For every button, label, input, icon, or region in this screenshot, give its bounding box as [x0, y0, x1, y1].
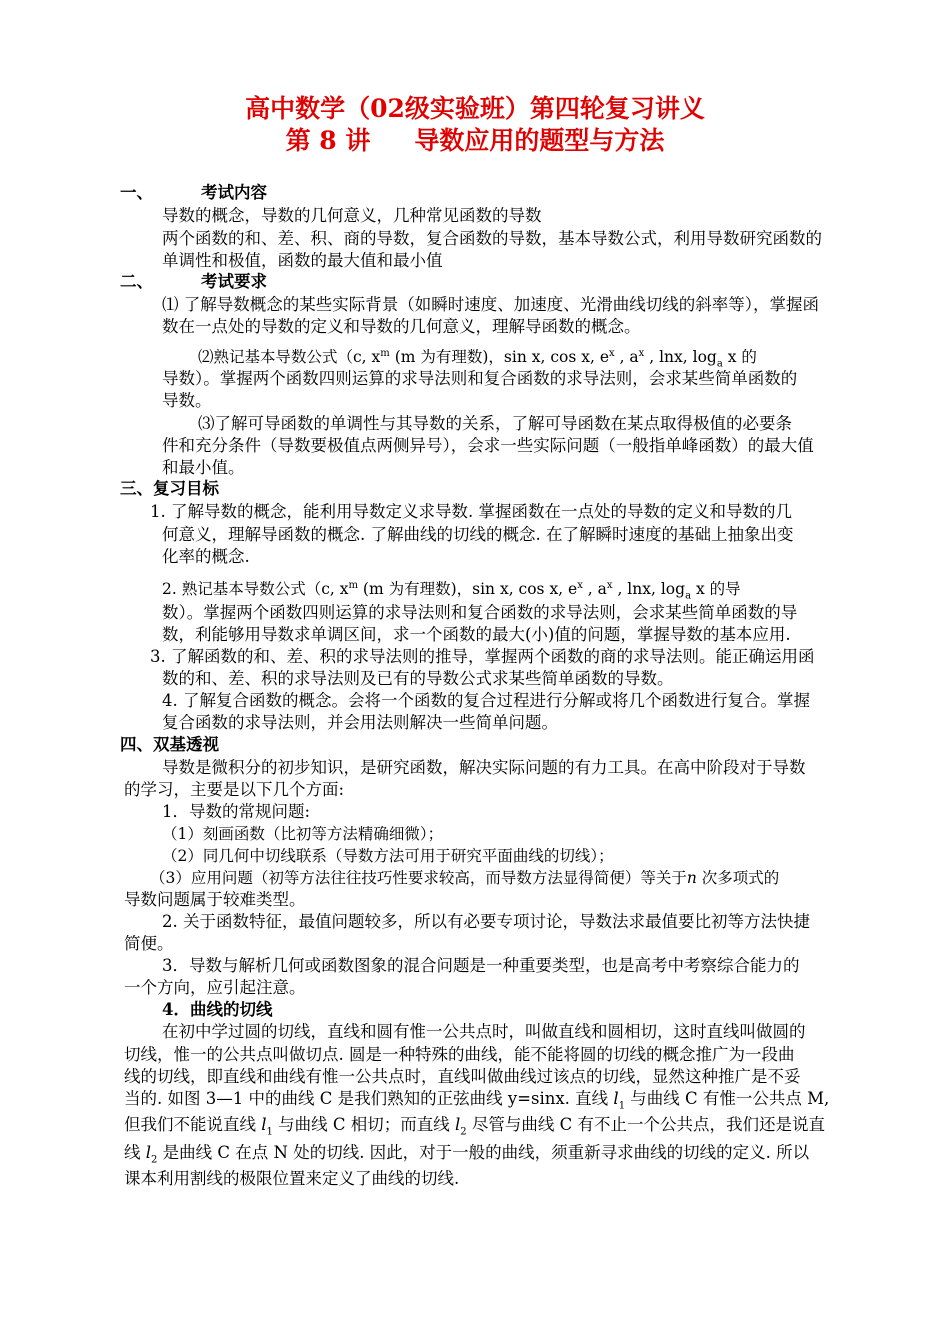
basics-point-1c: （3）应用问题（初等方法往往技巧性要求较高，而导数方法显得简便）等关于n 次多项式的	[150, 869, 780, 887]
basics-point-2-line: 2. 关于函数特征，最值问题较多，所以有必要专项讨论，导数法求最值要比初等方法快捷	[162, 912, 810, 931]
goal-1-line: 化率的概念.	[162, 547, 250, 566]
lecture-number: 第 8 讲	[285, 126, 371, 155]
tangent-paragraph-line: 课本利用割线的极限位置来定义了曲线的切线.	[124, 1169, 460, 1188]
basics-point-1b: （2）同几何中切线联系（导数方法可用于研究平面曲线的切线）；	[162, 847, 614, 865]
basics-point-4-heading: 4．曲线的切线	[162, 1000, 273, 1019]
basics-point-1a: （1）刻画函数（比初等方法精确细微）；	[162, 825, 444, 843]
exam-content-line: 两个函数的和、差、积、商的导数，复合函数的导数，基本导数公式，利用导数研究函数的	[162, 229, 822, 248]
basics-point-1: 1．导数的常规问题:	[162, 802, 311, 821]
requirement-2-line: 导数。	[162, 391, 212, 410]
goal-2-line: 数）。掌握两个函数四则运算的求导法则和复合函数的求导法则，会求某些简单函数的导	[162, 603, 798, 622]
basics-intro-line: 导数是微积分的初步知识，是研究函数，解决实际问题的有力工具。在高中阶段对于导数	[162, 758, 806, 777]
lecture-title	[0, 126, 950, 156]
goal-2-line: 数，利能够用导数求单调区间，求一个函数的最大(小)值的问题，掌握导数的基本应用.	[162, 625, 791, 644]
goal-2-formula-line: 2. 熟记基本导数公式（c, $x^m$ (m 为有理数)，sin x, cos x, $e^x$ , $a^x$ , lnx, $\log_a x$ 的导	[162, 580, 741, 602]
requirement-2-formula-line: ⑵熟记基本导数公式（c, $x^m$ (m 为有理数)，sin x, cos x, $e^x$ , $a^x$ , lnx, $\log_a x$ 的	[198, 348, 757, 370]
section-heading-exam-content	[120, 182, 267, 204]
section-title: 考试要求	[201, 272, 267, 291]
tangent-paragraph-line: 当的. 如图 3—1 中的曲线 C 是我们熟知的正弦曲线 y=sinx. 直线 $l_1$ 与曲线 C 有惟一公共点 M,	[124, 1089, 830, 1112]
requirement-3-line: 件和充分条件（导数要极值点两侧异号），会求一些实际问题（一般指单峰函数）的最大值	[162, 436, 814, 455]
requirement-1-line: ⑴ 了解导数概念的某些实际背景（如瞬时速度、加速度、光滑曲线切线的斜率等），掌握函	[162, 295, 819, 314]
basics-intro-line: 的学习，主要是以下几个方面:	[124, 780, 345, 799]
goal-1-line: 何意义，理解导函数的概念. 了解曲线的切线的概念. 在了解瞬时速度的基础上抽象出变	[162, 525, 794, 544]
goal-1-line: 1. 了解导数的概念，能利用导数定义求导数. 掌握函数在一点处的导数的定义和导数的几	[150, 502, 792, 521]
basics-point-2-line: 简便。	[124, 934, 174, 953]
section-heading-review-goals: 三、复习目标	[120, 479, 219, 498]
exam-content-line: 导数的概念，导数的几何意义，几种常见函数的导数	[162, 206, 542, 225]
tangent-paragraph-line: 但我们不能说直线 $l_1$ 与曲线 C 相切；而直线 $l_2$ 尽管与曲线 C 有不止一个公共点，我们还是说直	[124, 1115, 826, 1138]
requirement-2-line: 导数）。掌握两个函数四则运算的求导法则和复合函数的求导法则，会求某些简单函数的	[162, 369, 798, 388]
section-number: 一、	[120, 183, 153, 202]
section-number: 二、	[120, 272, 153, 291]
goal-4-line: 4. 了解复合函数的概念。会将一个函数的复合过程进行分解或将几个函数进行复合。掌握	[162, 691, 810, 710]
document-title: 高中数学（02级实验班）第四轮复习讲义	[245, 94, 705, 123]
basics-point-3-line: 3．导数与解析几何或函数图象的混合问题是一种重要类型，也是高考中考察综合能力的	[162, 956, 800, 975]
basics-point-1c-cont: 导数问题属于较难类型。	[124, 890, 306, 909]
requirement-1-line: 数在一点处的导数的定义和导数的几何意义，理解导函数的概念。	[162, 317, 641, 336]
tangent-paragraph-line: 线 $l_2$ 是曲线 C 在点 N 处的切线. 因此，对于一般的曲线，须重新寻求曲线的切线的定义. 所以	[124, 1143, 810, 1166]
tangent-paragraph-line: 切线，惟一的公共点叫做切点. 圆是一种特殊的曲线，能不能将圆的切线的概念推广为一段曲	[124, 1045, 795, 1064]
exam-content-line: 单调性和极值，函数的最大值和最小值	[162, 251, 443, 270]
goal-3-line: 数的和、差、积的求导法则及已有的导数公式求某些简单函数的导数。	[162, 669, 674, 688]
section-heading-exam-requirements	[120, 271, 267, 293]
lecture-topic: 导数应用的题型与方法	[414, 126, 665, 155]
requirement-3-line: ⑶了解可导函数的单调性与其导数的关系，了解可导函数在某点取得极值的必要条	[198, 414, 792, 433]
section-heading-basics: 四、双基透视	[120, 735, 219, 754]
requirement-3-line: 和最小值。	[162, 458, 245, 477]
tangent-paragraph-line: 在初中学过圆的切线，直线和圆有惟一公共点时，叫做直线和圆相切，这时直线叫做圆的	[162, 1022, 806, 1041]
tangent-paragraph-line: 线的切线，即直线和曲线有惟一公共点时，直线叫做曲线过该点的切线，显然这种推广是不妥	[124, 1067, 801, 1086]
goal-3-line: 3. 了解函数的和、差、积的求导法则的推导，掌握两个函数的商的求导法则。能正确运用函	[150, 647, 815, 666]
goal-4-line: 复合函数的求导法则，并会用法则解决一些简单问题。	[162, 713, 558, 732]
basics-point-3-line: 一个方向，应引起注意。	[124, 978, 306, 997]
section-title: 考试内容	[201, 183, 267, 202]
